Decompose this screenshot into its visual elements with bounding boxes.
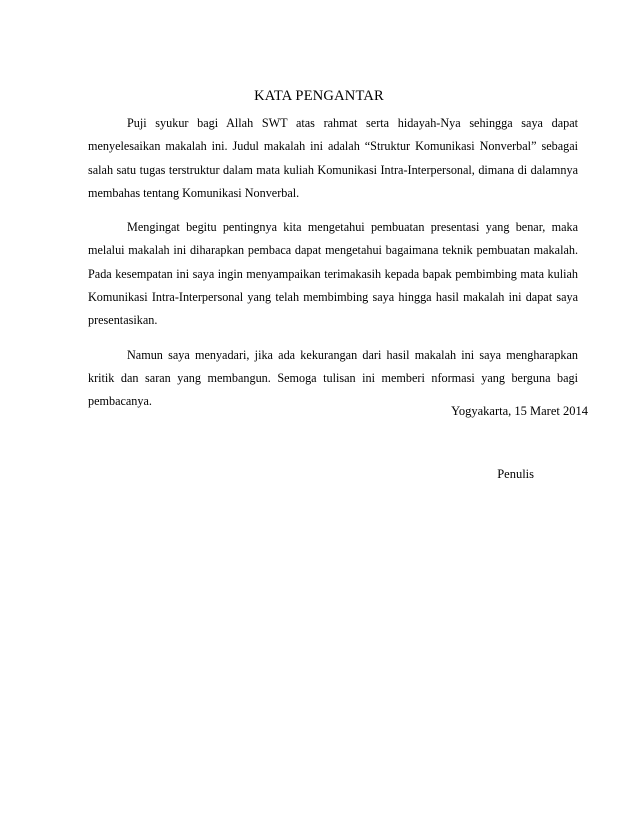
paragraph-2: Mengingat begitu pentingnya kita mengetahui pembuatan presentasi yang benar, maka melalui makalah ini diharapkan pembaca dapat mengetahui bagaimana teknik pembuatan makalah. Pada kesempatan ini saya ingin menyampaikan terimakasih kepada bapak pembimbing mata kuliah Komunikasi Intra-Interpersonal yang telah membimbing saya hingga hasil makalah ini dapat saya presentasikan.: [88, 220, 578, 328]
signature-label: Penulis: [497, 467, 534, 481]
page-title: KATA PENGANTAR: [254, 88, 384, 104]
paragraph-1: Puji syukur bagi Allah SWT atas rahmat serta hidayah-Nya sehingga saya dapat menyelesaikan makalah ini. Judul makalah ini adalah “Struktur Komunikasi Nonverbal” sebagai salah satu tugas terstruktur dalam mata kuliah Komunikasi Intra-Interpersonal, dimana di dalamnya membahas tentang Komunikasi Nonverbal.: [88, 116, 578, 200]
paragraph-3: Namun saya menyadari, jika ada kekurangan dari hasil makalah ini saya mengharapkan kritik dan saran yang membangun. Semoga tulisan ini memberi nformasi yang berguna bagi pembacanya.: [88, 347, 578, 409]
document-body: [88, 112, 578, 425]
place-date: Yogyakarta, 15 Maret 2014: [451, 404, 588, 418]
